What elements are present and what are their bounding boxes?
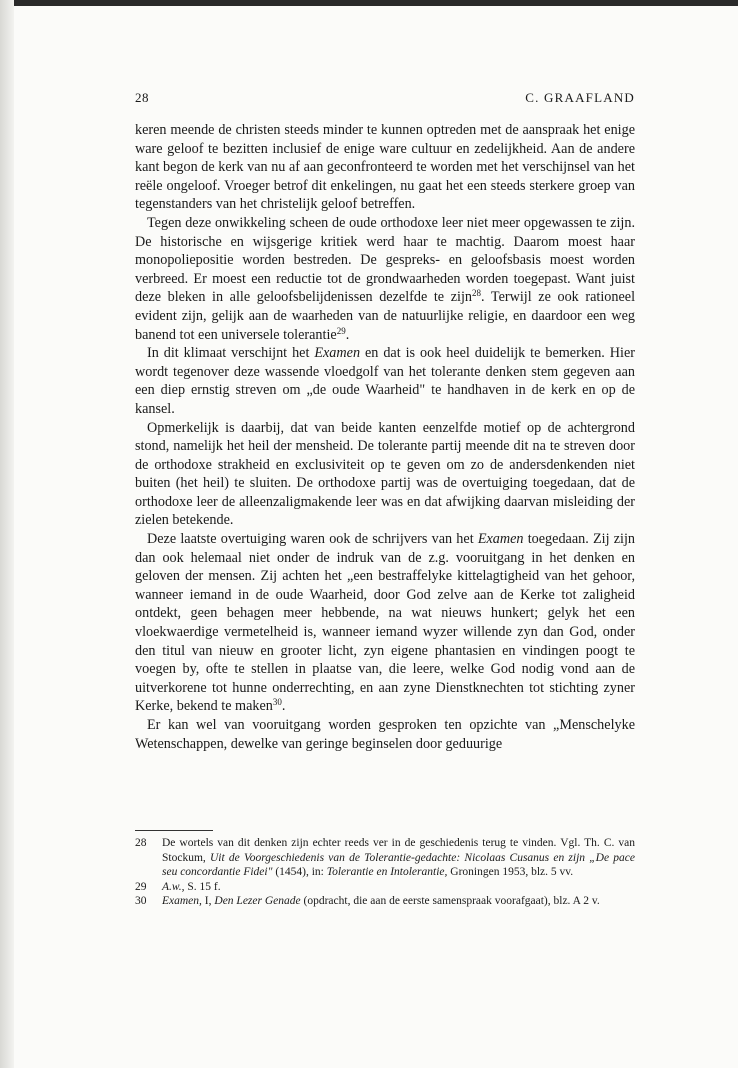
footnote-separator (135, 830, 213, 831)
paragraph-1: keren meende de christen steeds minder te kunnen optreden met de aanspraak het enige ware geloof te bezitten inclusief de enige ware cultuur en zedelijkheid. Aan de andere kant begon de kerk van nu af aan geconfronteerd te worden met het verschijnsel van het reële ongeloof. Vroeger betrof dit enkelingen, nu gaat het een steeds sterkere groep van tegenstanders van het christelijk geloof betreffen. (135, 122, 635, 213)
title-examen: Examen (314, 345, 361, 362)
page-number: 28 (135, 90, 149, 105)
footnote-text: A.w., S. 15 f. (162, 880, 221, 893)
paragraph-4: Opmerkelijk is daarbij, dat van beide kanten eenzelfde motief op de achtergrond stond, namelijk het heil der mensheid. De tolerante partij meende dit na te streven door de orthodoxe strakheid en exclusiviteit op te geven om zo de andersdenkenden niet buiten (het heil) te sluiten. De orthodoxe partij was de overtuiging toegedaan, dat de orthodoxe leer de alleenzaligmakende leer was en dat afwijking daarvan misleiding der zielen betekende. (135, 419, 635, 529)
footnote-28 (135, 836, 635, 880)
footnote-29 (135, 880, 635, 895)
running-head-author: C. GRAAFLAND (525, 90, 635, 105)
paragraph-3: In dit klimaat verschijnt het Examen en dat is ook heel duidelijk te bemerken. Hier wordt tegenover deze wassende vloedgolf van het tolerante denken stem gegeven aan een diep ernstig streven om „de oude Waarheid" te handhaven in de kerk en op de kansel. (135, 345, 635, 417)
footnote-text: De wortels van dit denken zijn echter reeds ver in de geschiedenis terug te vinden. Vgl. Th. C. van Stockum, Uit de Voorgeschiedenis van de Tolerantie-gedachte: Nicolaas Cusanus en zijn „De pace seu concordantie Fidei" (1454), in: Tolerantie en Intolerantie, Groningen 1953, blz. 5 vv. (162, 837, 636, 879)
paragraph-2: Tegen deze onwikkeling scheen de oude orthodoxe leer niet meer opgewassen te zijn. De historische en wijsgerige kritiek werd haar te machtig. Daarom moest haar monopoliepositie worden bestreden. De gespreks- en geloofsbasis moest worden verbreed. Er moest een reductie tot de grondwaarheden worden toegepast. Want juist deze bleken in alle geloofsbelijdenissen dezelfde te zijn$^{28}$. Terwijl ze ook rationeel evident zijn, gelijk aan de waarheden van de natuurlijke religie, en daardoor een weg banend tot een universele tolerantie$^{29}$. (135, 214, 636, 343)
footnote-ref-29[interactable]: 29 (336, 325, 346, 336)
footnote-number: 28 (135, 837, 147, 849)
paragraph-6: Er kan wel van vooruitgang worden gesproken ten opzichte van „Menschelyke Wetenschappen, dewelke van geringe beginselen door geduurige (135, 717, 635, 752)
paragraph-5: Deze laatste overtuiging waren ook de schrijvers van het Examen toegedaan. Zij zijn dan ook helemaal niet onder de indruk van de z.g. vooruitgang in het denken en geloven der mensen. Zij achten het „een bestraffelyke kittelagtigheid van het gehoor, wanneer iemand in de oude Waarheid, door God zelve aan de Kerke tot zaligheid ontdekt, geen behagen meer hebbende, na wat nieuws hunkert; gelyk het een vloekwaerdige vermetelheid is, wanneer iemand wyzer willende zyn dan God, onder den titul van nieuw en grooter licht, zyn eigene phantasien en vindingen poogt te voegen by, ofte te stellen in plaatse van, die leere, welke God nodig vond aan de uitverkorene tot hunne onderrechting, en aan zyne Dienstknechten tot stichting zyner Kerke, bekend te maken$^{30}$. (135, 531, 635, 715)
footnote-number: 29 (135, 880, 147, 893)
footnote-ref-28[interactable]: 28 (472, 288, 481, 299)
scan-top-border (14, 0, 738, 6)
footnote-30 (135, 894, 635, 909)
footnotes (135, 836, 635, 909)
footnote-number: 30 (135, 895, 147, 908)
running-header (135, 90, 635, 110)
scan-edge-shadow (0, 0, 14, 1068)
body-text (135, 121, 635, 753)
title-examen: Examen (477, 531, 524, 548)
footnote-ref-30[interactable]: 30 (272, 697, 282, 708)
footnote-text: Examen, I, Den Lezer Genade (opdracht, die aan de eerste samenspraak voorafgaat), blz. A 2 v. (162, 895, 600, 908)
